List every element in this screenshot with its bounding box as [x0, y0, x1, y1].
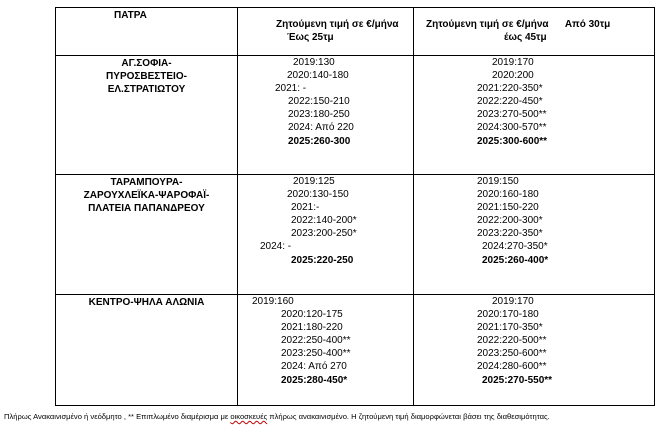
price-entry: 2022:150-210 [288, 96, 350, 107]
header-small-line2: Έως 25τμ [287, 31, 334, 43]
small-price-cell [238, 295, 414, 406]
price-entry: 2020:200 [492, 70, 534, 81]
area-cell [56, 295, 238, 406]
price-entry: 2019:130 [293, 57, 335, 68]
large-price-cell [414, 175, 655, 295]
area-name-line: ΤΑΡΑΜΠΟΥΡΑ- [110, 177, 183, 188]
price-entry-2025: 2025:260-300 [288, 136, 351, 147]
price-entry: 2022:140-200* [291, 215, 357, 226]
price-entry: 2023:270-500** [477, 109, 547, 120]
small-price-cell [238, 175, 414, 295]
price-entry: 2019:160 [252, 296, 294, 307]
price-entry: 2024: Από 220 [288, 122, 354, 133]
header-large-cell [414, 8, 655, 56]
price-entry: 2023:220-350* [477, 228, 543, 239]
area-cell [56, 56, 238, 175]
price-entry: 2022:220-450* [477, 96, 543, 107]
footnote-part1: Πλήρως Ανακαινισμένο ή νεόδμητο , ** Επιπλωμένο διαμέρισμα με [4, 412, 231, 421]
price-entry: 2024:280-600** [477, 361, 547, 372]
price-entry: 2023:180-250 [288, 109, 350, 120]
small-price-cell [238, 56, 414, 175]
price-entry: 2023:250-400** [281, 348, 351, 359]
large-price-cell [414, 295, 655, 406]
header-area-label: ΠΑΤΡΑ [114, 10, 147, 21]
header-small-cell [238, 8, 414, 56]
area-name-line: ΚΕΝΤΡΟ-ΨΗΛΑ ΑΛΩΝΙΑ [88, 297, 205, 308]
price-entry-2025: 2025:260-400* [482, 255, 549, 266]
large-price-cell [414, 56, 655, 175]
price-entry: 2019:125 [293, 176, 335, 187]
footnote-part2: πλήρως ανακαινισμένο. Η ζητούμενη τιμή διαμορφώνεται βάσει της διαθεσιμότητας. [267, 412, 550, 421]
price-entry: 2021:220-350* [477, 83, 543, 94]
price-entry-2025: 2025:300-600** [477, 136, 548, 147]
footnote [4, 412, 550, 421]
price-entry-2025: 2025:280-450* [281, 375, 348, 386]
price-entry: 2019:170 [492, 57, 534, 68]
area-name-line: ΑΓ.ΣΟΦΙΑ- [121, 58, 172, 69]
header-area-cell [56, 8, 238, 56]
table-row [56, 295, 655, 406]
price-entry: 2020:130-150 [287, 189, 349, 200]
rent-price-table [55, 7, 655, 406]
area-name-line: ΠΥΡΟΣΒΕΣΤΕΙΟ- [106, 70, 187, 82]
area-name-line: ΠΛΑΤΕΙΑ ΠΑΠΑΝΔΡΕΟΥ [88, 202, 205, 214]
area-name-line: ΕΛ.ΣΤΡΑΤΙΩΤΟΥ [107, 83, 186, 95]
price-entry: 2019:150 [477, 176, 519, 187]
header-large-line2: έως 45τμ [504, 31, 547, 43]
price-entry: 2020:140-180 [287, 70, 349, 81]
price-entry: 2022:200-300* [477, 215, 543, 226]
table-row [56, 56, 655, 175]
price-entry: 2021:180-220 [281, 322, 343, 333]
price-entry: 2023:200-250* [291, 228, 357, 239]
table-row [56, 175, 655, 295]
price-entry: 2024: Από 270 [281, 361, 347, 372]
price-entry: 2023:250-600** [477, 348, 547, 359]
area-name-line: ΖΑΡΟΥΧΛΕΪΚΑ-ΨΑΡΟΦΑΪ- [83, 189, 210, 201]
footnote-underlined-word: οικοσκευές [230, 412, 268, 421]
price-entry: 2020:170-180 [477, 309, 539, 320]
price-entry: 2022:220-500** [477, 335, 547, 346]
price-entry: 2021: - [275, 83, 307, 94]
area-cell [56, 175, 238, 295]
price-entry: 2020:120-175 [281, 309, 343, 320]
price-entry: 2024: - [260, 241, 292, 252]
price-entry: 2024:300-570** [477, 122, 547, 133]
price-entry: 2024:270-350* [482, 241, 548, 252]
price-entry: 2021:170-350* [477, 322, 543, 333]
price-entry: 2022:250-400** [281, 335, 351, 346]
price-entry-2025: 2025:270-550** [482, 375, 553, 386]
header-large-line1: Ζητούμενη τιμή σε €/μήνα Από 30τμ [426, 19, 611, 30]
price-entry: 2021:150-220 [477, 202, 539, 213]
price-entry: 2020:160-180 [477, 189, 539, 200]
header-small-line1: Ζητούμενη τιμή σε €/μήνα [276, 19, 399, 30]
price-entry: 2019:170 [492, 296, 534, 307]
price-entry-2025: 2025:220-250 [291, 255, 354, 266]
price-entry: 2021:- [291, 202, 320, 213]
